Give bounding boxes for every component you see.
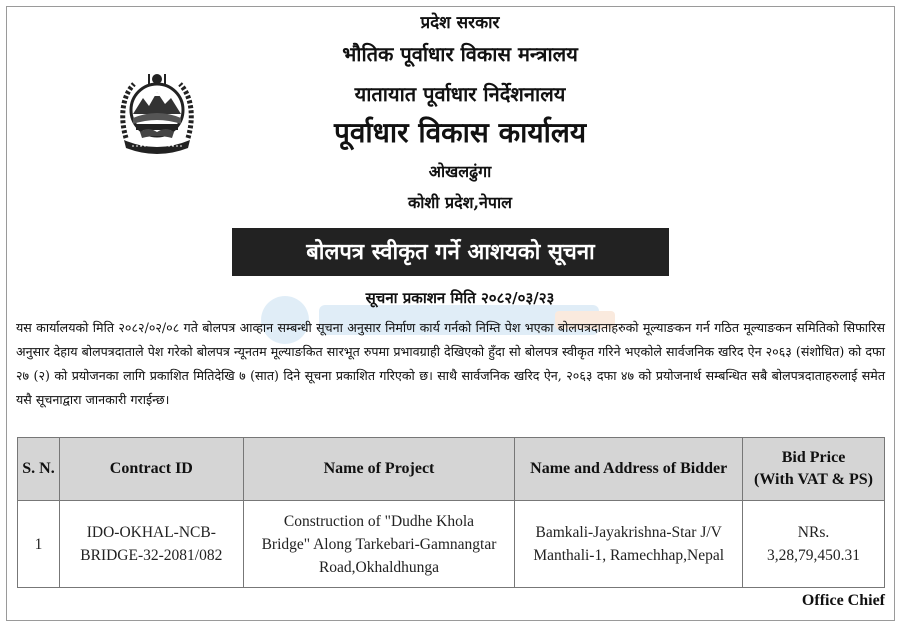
header-district: ओखलढुंगा	[428, 162, 492, 181]
contract-id-line1: IDO-OKHAL-NCB-	[86, 524, 216, 541]
header-province-government: प्रदेश सरकार	[420, 13, 500, 33]
contract-id-line2: BRIDGE-32-2081/082	[80, 547, 223, 564]
header-sn: S. N.	[18, 438, 60, 501]
cell-bidder	[515, 501, 743, 588]
cell-project-name	[243, 501, 515, 588]
project-line3: Road,Okhaldhunga	[318, 558, 440, 576]
table-header-row	[18, 438, 885, 501]
bidder-line2: Manthali-1, Ramechhap,Nepal	[533, 547, 725, 564]
cell-contract-id	[59, 501, 243, 588]
publication-date: सूचना प्रकाशन मिति २०८२/०३/२३	[365, 289, 555, 307]
project-line1: Construction of "Dudhe Khola	[283, 512, 475, 530]
header-contract-id: Contract ID	[59, 438, 243, 501]
header-directorate: यातायात पूर्वाधार निर्देशनालय	[354, 82, 566, 106]
header-bid-price-line2: (With VAT & PS)	[754, 471, 874, 488]
header-ministry: भौतिक पूर्वाधार विकास मन्त्रालय	[342, 42, 578, 66]
header-bid-price	[743, 438, 885, 501]
header-bid-price-line1: Bid Price	[781, 449, 846, 466]
header-office-name: पूर्वाधार विकास कार्यालय	[333, 116, 587, 149]
notice-body: यस कार्यालयको मिति २०८२/०२/०८ गते बोलपत्र आव्हान सम्बन्धी सूचना अनुसार निर्माण कार्य गर्नको निम्ति पेश भएका बोलपत्रदाताहरुको मूल्याङकन गर्न गठित मूल्याङकन समितिको सिफारिस अनुसार देहाय बोलपत्रदाताले पेश गरेको बोलपत्र न्यूनतम मूल्याङकित सारभूत रुपमा प्रभावग्राही देखिएको हुँदा सो बोलपत्र स्वीकृत गरिने भएकोले सार्वजनिक खरिद ऐन २०६३ (संशोधित) को दफा २७ (२) को प्रयोजनका लागि प्रकाशित मितिदेखि ७ (सात) दिने सूचना प्रकाशित गरिएको छ। साथै सार्वजनिक खरिद ऐन, २०६३ दफा ४७ को प्रयोजनार्थ सम्बन्धित सबै बोलपत्रदाताहरुलाई समेत यसै सूचनाद्वारा जानकारी गराईन्छ।	[16, 320, 885, 407]
price-line1: NRs.	[797, 524, 830, 541]
header-bidder: Name and Address of Bidder	[515, 438, 743, 501]
bid-table	[17, 437, 885, 588]
bidder-line1: Bamkali-Jayakrishna-Star J/V	[535, 524, 722, 541]
header-province: कोशी प्रदेश,नेपाल	[407, 193, 513, 212]
header-project-name: Name of Project	[243, 438, 515, 501]
table-row	[18, 501, 885, 588]
price-line2: 3,28,79,450.31	[767, 547, 861, 564]
cell-sn: 1	[18, 501, 60, 588]
notice-title-banner: बोलपत्र स्वीकृत गर्ने आशयको सूचना	[232, 228, 669, 276]
project-line2: Bridge" Along Tarkebari-Gamnangtar	[261, 535, 497, 553]
signature-office-chief: Office Chief	[801, 592, 885, 609]
cell-bid-price	[743, 501, 885, 588]
